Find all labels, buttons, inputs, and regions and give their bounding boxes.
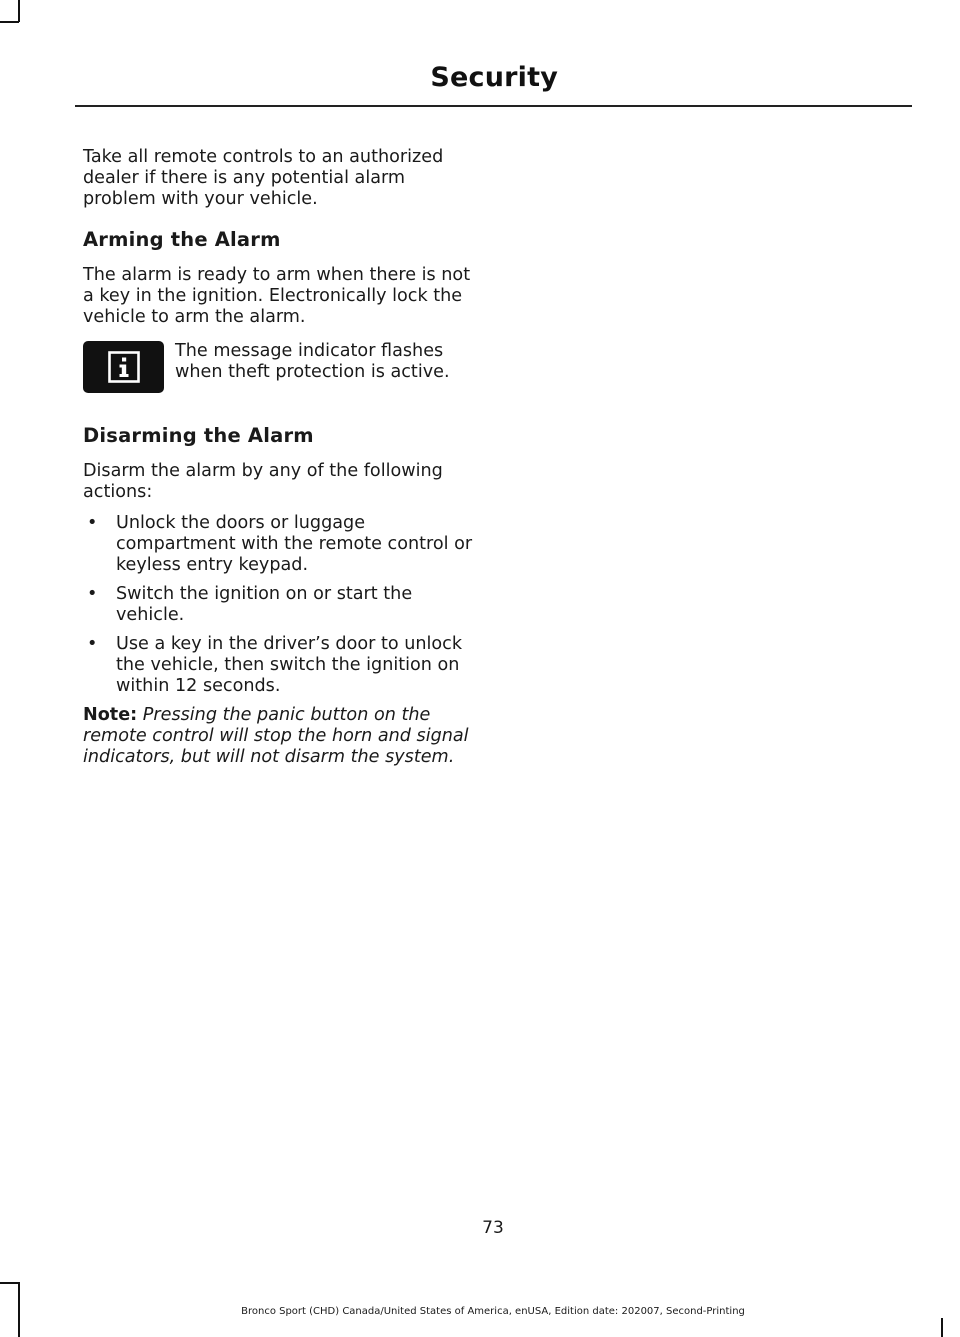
crop-mark bbox=[18, 0, 20, 22]
note-label: Note: bbox=[83, 705, 138, 725]
list-item bbox=[83, 584, 475, 626]
crop-mark bbox=[0, 21, 19, 23]
header-divider bbox=[75, 105, 912, 107]
list-item-text: Switch the ignition on or start the vehicle. bbox=[116, 584, 413, 625]
list-item bbox=[83, 634, 475, 697]
arming-heading: Arming the Alarm bbox=[83, 228, 281, 251]
disarming-paragraph: Disarm the alarm by any of the following actions: bbox=[83, 461, 443, 502]
information-icon bbox=[83, 341, 164, 393]
page-number: 73 bbox=[482, 1218, 504, 1238]
bullet: • bbox=[87, 584, 98, 604]
crop-mark bbox=[941, 1318, 943, 1337]
note-text: Pressing the panic button on the remote control will stop the horn and signal indicators, but will not disarm the system. bbox=[83, 705, 469, 767]
bullet: • bbox=[87, 634, 98, 654]
arming-paragraph: The alarm is ready to arm when there is not a key in the ignition. Electronically lock the vehicle to arm the alarm. bbox=[83, 265, 471, 327]
note-paragraph bbox=[83, 705, 475, 768]
bullet: • bbox=[87, 513, 98, 533]
disarming-heading: Disarming the Alarm bbox=[83, 424, 314, 447]
message-indicator-row bbox=[83, 341, 475, 401]
page-title: Security bbox=[430, 62, 558, 93]
list-item-text: Use a key in the driver’s door to unlock the vehicle, then switch the ignition on within 12 seconds. bbox=[116, 634, 463, 696]
intro-paragraph: Take all remote controls to an authorized dealer if there is any potential alarm problem with your vehicle. bbox=[83, 147, 444, 209]
content-column bbox=[83, 147, 475, 768]
list-item-text: Unlock the doors or luggage compartment with the remote control or keyless entry keypad. bbox=[116, 513, 473, 575]
message-indicator-text: The message indicator flashes when theft protection is active. bbox=[175, 341, 450, 382]
edition-footer: Bronco Sport (CHD) Canada/United States of America, enUSA, Edition date: 202007, Second-Printing bbox=[241, 1306, 745, 1317]
disarm-actions-list bbox=[83, 513, 475, 697]
list-item bbox=[83, 513, 475, 576]
crop-mark bbox=[0, 1282, 19, 1284]
